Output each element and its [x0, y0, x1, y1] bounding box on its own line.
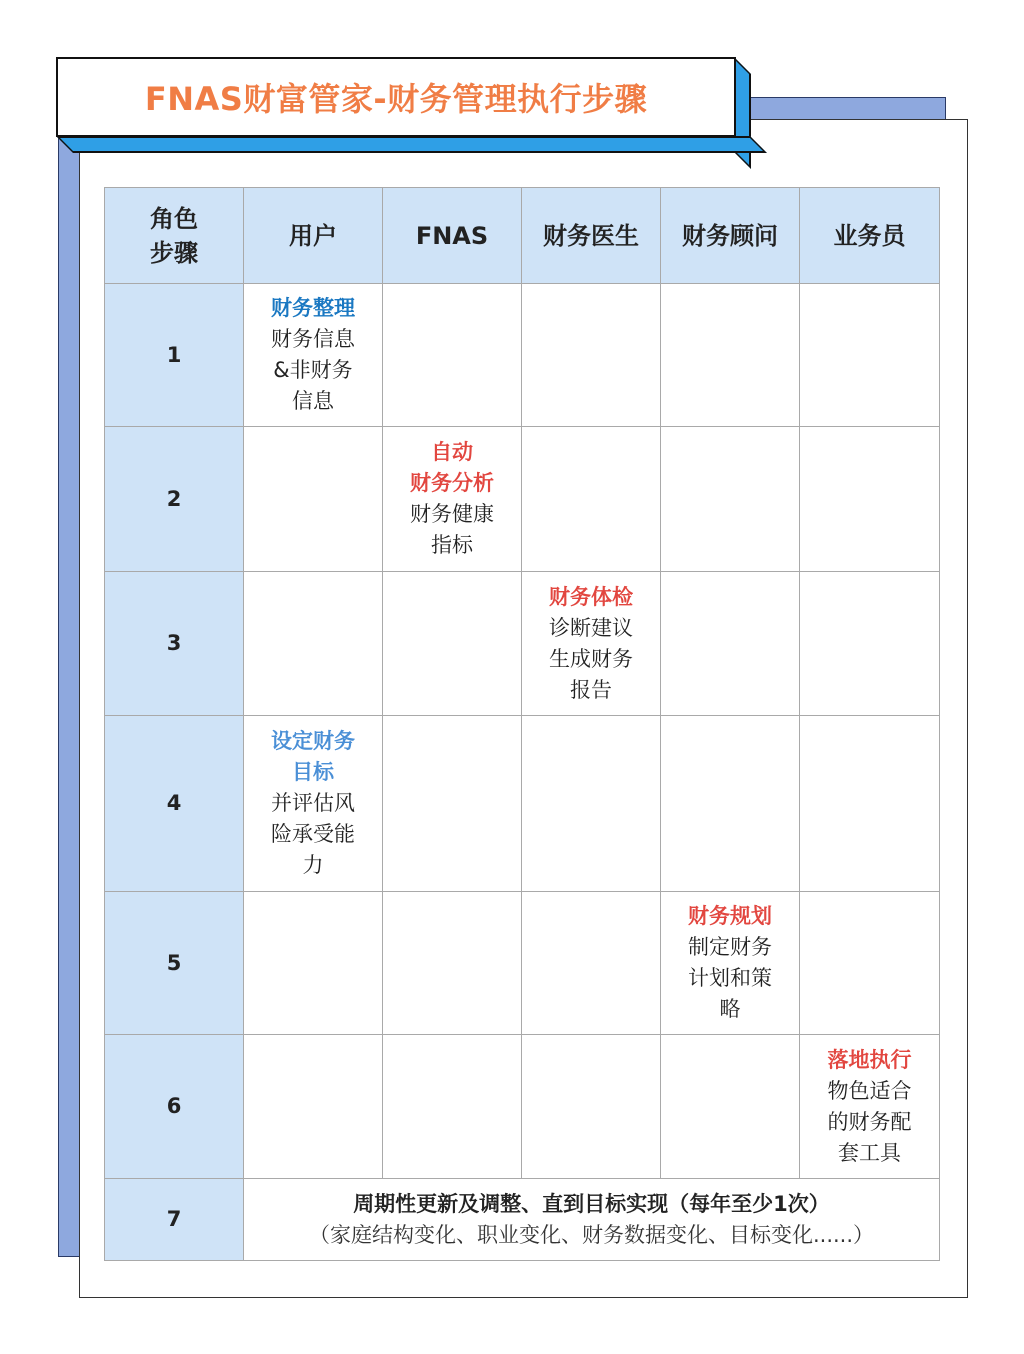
- title-banner-bottom: [56, 136, 767, 153]
- table-cell: [522, 284, 661, 427]
- table-cell: [383, 572, 522, 716]
- table-cell: [383, 284, 522, 427]
- table-row: [105, 892, 940, 1035]
- table-cell: [661, 716, 800, 892]
- step-highlight: 财务体检: [549, 584, 633, 609]
- table-row: [105, 572, 940, 716]
- table-cell: [800, 427, 940, 572]
- table-row: [105, 427, 940, 572]
- column-header-finance-advisor: 财务顾问: [661, 188, 800, 284]
- table-cell: [800, 572, 940, 716]
- corner-label-step: 步骤: [150, 238, 198, 267]
- table-cell: [800, 716, 940, 892]
- table-cell-footer: [244, 1179, 940, 1261]
- table-cell: [244, 892, 383, 1035]
- table-cell: [800, 1035, 940, 1179]
- table-cell: [383, 892, 522, 1035]
- table-cell: [522, 716, 661, 892]
- table-cell: [383, 1035, 522, 1179]
- table-cell: [661, 284, 800, 427]
- steps-table: [104, 187, 940, 1261]
- table-cell: [244, 284, 383, 427]
- table-cell: [244, 1035, 383, 1179]
- step-number: 7: [105, 1179, 244, 1261]
- step-description: 制定财务计划和策略: [688, 935, 772, 1021]
- step-number: 3: [105, 572, 244, 716]
- table-cell: [661, 892, 800, 1035]
- column-header-user: 用户: [244, 188, 383, 284]
- table-cell: [800, 892, 940, 1035]
- step-description: 财务信息&非财务信息: [271, 327, 355, 413]
- column-header-salesperson: 业务员: [800, 188, 940, 284]
- corner-label-role: 角色: [150, 204, 198, 233]
- column-header-finance-doctor: 财务医生: [522, 188, 661, 284]
- step-number: 2: [105, 427, 244, 572]
- step-number: 6: [105, 1035, 244, 1179]
- step-highlight: 自动: [431, 440, 473, 464]
- table-cell: [800, 284, 940, 427]
- table-cell: [522, 427, 661, 572]
- table-row: [105, 716, 940, 892]
- step-description: 物色适合的财务配套工具: [827, 1078, 912, 1165]
- step-number: 1: [105, 284, 244, 427]
- table-header-row: [105, 188, 940, 284]
- table-cell: [661, 572, 800, 716]
- step-highlight: 财务分析: [410, 471, 494, 495]
- step-number: 4: [105, 716, 244, 892]
- table-row: [105, 1035, 940, 1179]
- table-cell: [244, 572, 383, 716]
- step-number: 5: [105, 892, 244, 1035]
- step-highlight: 落地执行: [827, 1047, 912, 1072]
- step-description: 并评估风险承受能力: [271, 791, 355, 877]
- table-cell: [661, 1035, 800, 1179]
- title-banner: [56, 57, 736, 137]
- table-cell: [522, 1035, 661, 1179]
- cycle-note: 周期性更新及调整、直到目标实现（每年至少1次）: [353, 1191, 830, 1216]
- table-cell: [244, 427, 383, 572]
- table-row: [105, 284, 940, 427]
- corner-header: [105, 188, 244, 284]
- cycle-note-detail: （家庭结构变化、职业变化、财务数据变化、目标变化......）: [308, 1222, 875, 1247]
- table-cell: [383, 427, 522, 572]
- table-cell: [661, 427, 800, 572]
- step-highlight: 财务规划: [688, 904, 772, 928]
- step-highlight: 财务整理: [271, 296, 355, 320]
- step-description: 财务健康指标: [410, 502, 494, 557]
- table-cell: [522, 892, 661, 1035]
- table-cell: [383, 716, 522, 892]
- table-cell: [522, 572, 661, 716]
- page-title: FNAS财富管家-财务管理执行步骤: [144, 80, 648, 118]
- table-row: [105, 1179, 940, 1261]
- column-header-fnas: FNAS: [383, 188, 522, 284]
- step-description: 诊断建议生成财务报告: [549, 615, 633, 702]
- table-cell: [244, 716, 383, 892]
- step-highlight: 设定财务目标: [271, 729, 355, 784]
